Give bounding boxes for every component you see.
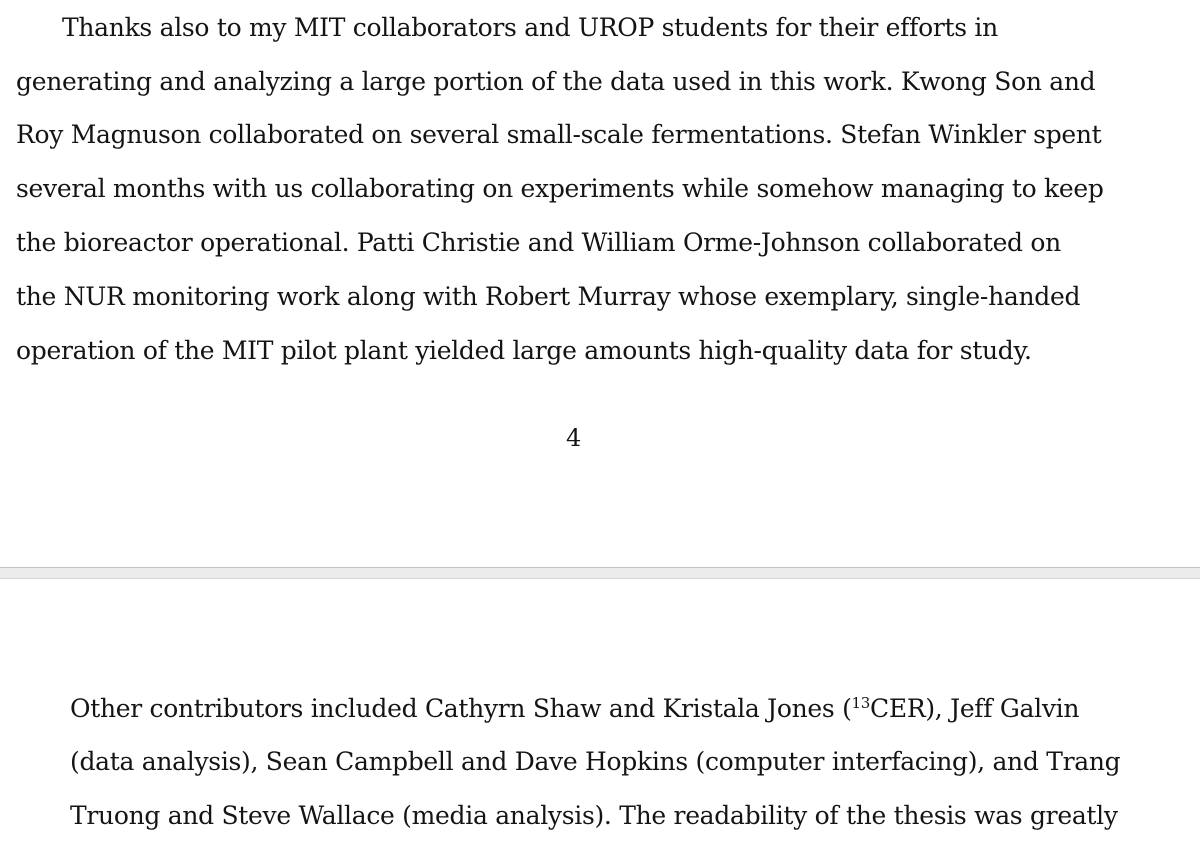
- line-text: Other contributors included Cathyrn Shaw and Kristala Jones (: [70, 694, 852, 723]
- paragraph-line: the bioreactor operational. Patti Christie and William Orme-Johnson collaborated on: [16, 228, 1061, 257]
- paragraph-line: Truong and Steve Wallace (media analysis). The readability of the thesis was greatly: [70, 801, 1118, 830]
- paragraph-line: Roy Magnuson collaborated on several small-scale fermentations. Stefan Winkler spent: [16, 120, 1102, 149]
- page-number: 4: [566, 424, 582, 452]
- page-separator: [0, 567, 1200, 579]
- paragraph-line: the NUR monitoring work along with Robert Murray whose exemplary, single-handed: [16, 282, 1081, 311]
- document-page-bottom: [0, 579, 1200, 845]
- line-text: CER), Jeff Galvin: [870, 694, 1080, 723]
- paragraph-line: [70, 694, 1079, 724]
- isotope-superscript: 13: [851, 694, 871, 712]
- paragraph-line: Thanks also to my MIT collaborators and UROP students for their efforts in: [62, 13, 998, 42]
- paragraph-line: several months with us collaborating on experiments while somehow managing to keep: [16, 174, 1104, 203]
- paragraph-line: (data analysis), Sean Campbell and Dave Hopkins (computer interfacing), and Trang: [70, 747, 1121, 776]
- paragraph-line: generating and analyzing a large portion of the data used in this work. Kwong Son and: [16, 67, 1096, 96]
- paragraph-line: operation of the MIT pilot plant yielded large amounts high-quality data for study.: [16, 336, 1032, 365]
